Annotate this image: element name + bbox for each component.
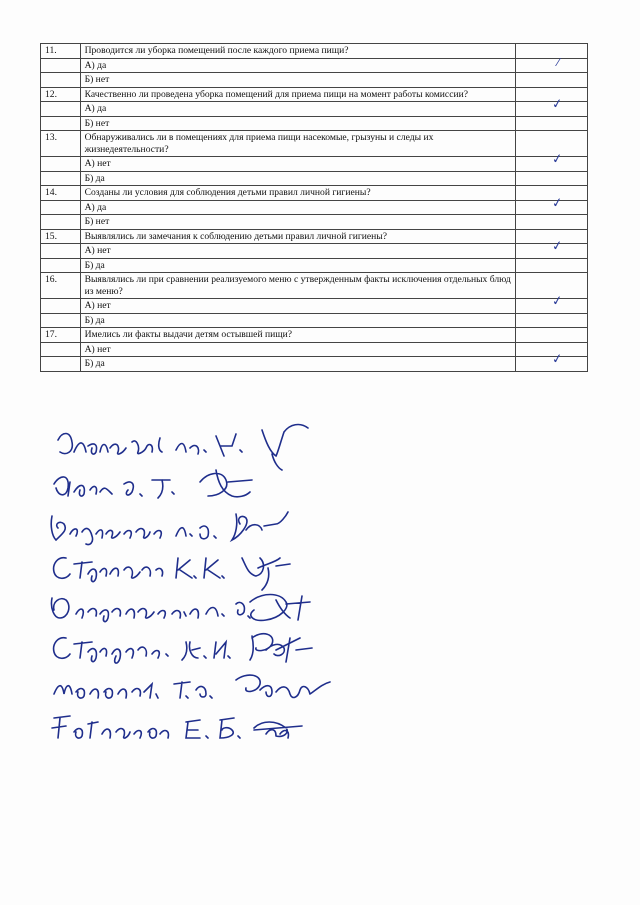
answer-option-row	[41, 200, 588, 215]
question-text: Обнаруживались ли в помещениях для приема пищи насекомые, грызуны и следы их жизнедеятельности?	[80, 131, 515, 157]
answer-option-label: Б) нет	[80, 73, 515, 88]
checkmark-icon: ✓	[551, 293, 564, 310]
answer-option-row	[41, 357, 588, 372]
answer-option-row	[41, 157, 588, 172]
answer-option-label: А) нет	[80, 299, 515, 314]
signature-row	[40, 494, 600, 532]
answer-checkbox-cell	[515, 194, 587, 215]
empty-cell	[41, 200, 81, 215]
empty-cell	[41, 357, 81, 372]
empty-cell	[41, 73, 81, 88]
survey-table	[40, 43, 588, 372]
answer-option-row	[41, 73, 588, 88]
checkmark-icon: ⁄	[557, 55, 559, 69]
answer-option-label: А) да	[80, 58, 515, 73]
empty-cell	[41, 171, 81, 186]
question-row	[41, 131, 588, 157]
answer-option-row	[41, 116, 588, 131]
empty-cell	[41, 157, 81, 172]
answer-option-row	[41, 244, 588, 259]
answer-checkbox-cell	[515, 151, 587, 172]
answer-checkbox-cell	[515, 215, 587, 230]
question-text: Качественно ли проведена уборка помещений для приема пищи на момент работы комиссии?	[80, 87, 515, 102]
signature-row	[40, 654, 600, 692]
question-number: 15.	[41, 229, 81, 244]
signature-row	[40, 614, 600, 652]
answer-option-label: Б) да	[80, 313, 515, 328]
answer-option-row	[41, 313, 588, 328]
answer-option-row	[41, 258, 588, 273]
answer-option-row	[41, 58, 588, 73]
answer-option-label: А) нет	[80, 157, 515, 172]
answer-checkbox-cell	[515, 73, 587, 88]
answer-checkbox-cell	[515, 116, 587, 131]
question-text: Имелись ли факты выдачи детям остывшей пищи?	[80, 328, 515, 343]
question-number: 11.	[41, 44, 81, 59]
question-row	[41, 44, 588, 59]
checkmark-icon: ✓	[551, 151, 564, 168]
answer-checkbox-cell	[515, 313, 587, 328]
question-number: 13.	[41, 131, 81, 157]
answer-option-label: Б) нет	[80, 116, 515, 131]
checkmark-icon: ✓	[551, 238, 564, 255]
signature-row	[40, 574, 600, 612]
answer-option-label: А) нет	[80, 342, 515, 357]
signature-row	[40, 412, 600, 450]
signatures-block	[40, 410, 600, 740]
empty-cell	[41, 116, 81, 131]
answer-option-label: А) да	[80, 200, 515, 215]
answer-checkbox-cell	[515, 293, 587, 314]
answer-option-label: Б) да	[80, 171, 515, 186]
answer-option-row	[41, 299, 588, 314]
question-text: Выявлялись ли при сравнении реализуемого меню с утвержденным факты исключения отдельных блюд из меню?	[80, 273, 515, 299]
answer-mark-cell	[515, 328, 587, 343]
answer-option-label: А) да	[80, 102, 515, 117]
answer-option-row	[41, 102, 588, 117]
question-row	[41, 186, 588, 201]
empty-cell	[41, 215, 81, 230]
question-row	[41, 87, 588, 102]
answer-option-label: Б) нет	[80, 215, 515, 230]
empty-cell	[41, 342, 81, 357]
empty-cell	[41, 102, 81, 117]
empty-cell	[41, 313, 81, 328]
answer-checkbox-cell	[515, 238, 587, 259]
question-row	[41, 328, 588, 343]
answer-checkbox-cell	[515, 258, 587, 273]
checkmark-icon: ✓	[551, 194, 564, 212]
empty-cell	[41, 58, 81, 73]
answer-checkbox-cell	[515, 171, 587, 186]
question-text: Выявлялись ли замечания к соблюдению детьми правил личной гигиены?	[80, 229, 515, 244]
answer-option-label: Б) да	[80, 258, 515, 273]
question-number: 12.	[41, 87, 81, 102]
question-number: 16.	[41, 273, 81, 299]
signature-row	[40, 452, 600, 490]
answer-option-row	[41, 342, 588, 357]
question-number: 14.	[41, 186, 81, 201]
answer-checkbox-cell	[515, 96, 587, 117]
question-number: 17.	[41, 328, 81, 343]
answer-checkbox-cell	[515, 55, 587, 73]
signature-row	[40, 694, 600, 732]
question-text: Проводится ли уборка помещений после каждого приема пищи?	[80, 44, 515, 59]
answer-checkbox-cell	[515, 351, 587, 372]
signature-row	[40, 534, 600, 572]
checkmark-icon: ✓	[551, 351, 564, 368]
answer-mark-cell	[515, 44, 587, 59]
empty-cell	[41, 299, 81, 314]
question-row	[41, 229, 588, 244]
answer-option-label: Б) да	[80, 357, 515, 372]
answer-option-row	[41, 171, 588, 186]
answer-option-label: А) нет	[80, 244, 515, 259]
empty-cell	[41, 244, 81, 259]
handwritten-signature-graphic	[40, 694, 360, 754]
question-row	[41, 273, 588, 299]
answer-option-row	[41, 215, 588, 230]
checkmark-icon: ✓	[551, 96, 564, 113]
empty-cell	[41, 258, 81, 273]
question-text: Созданы ли условия для соблюдения детьми правил личной гигиены?	[80, 186, 515, 201]
